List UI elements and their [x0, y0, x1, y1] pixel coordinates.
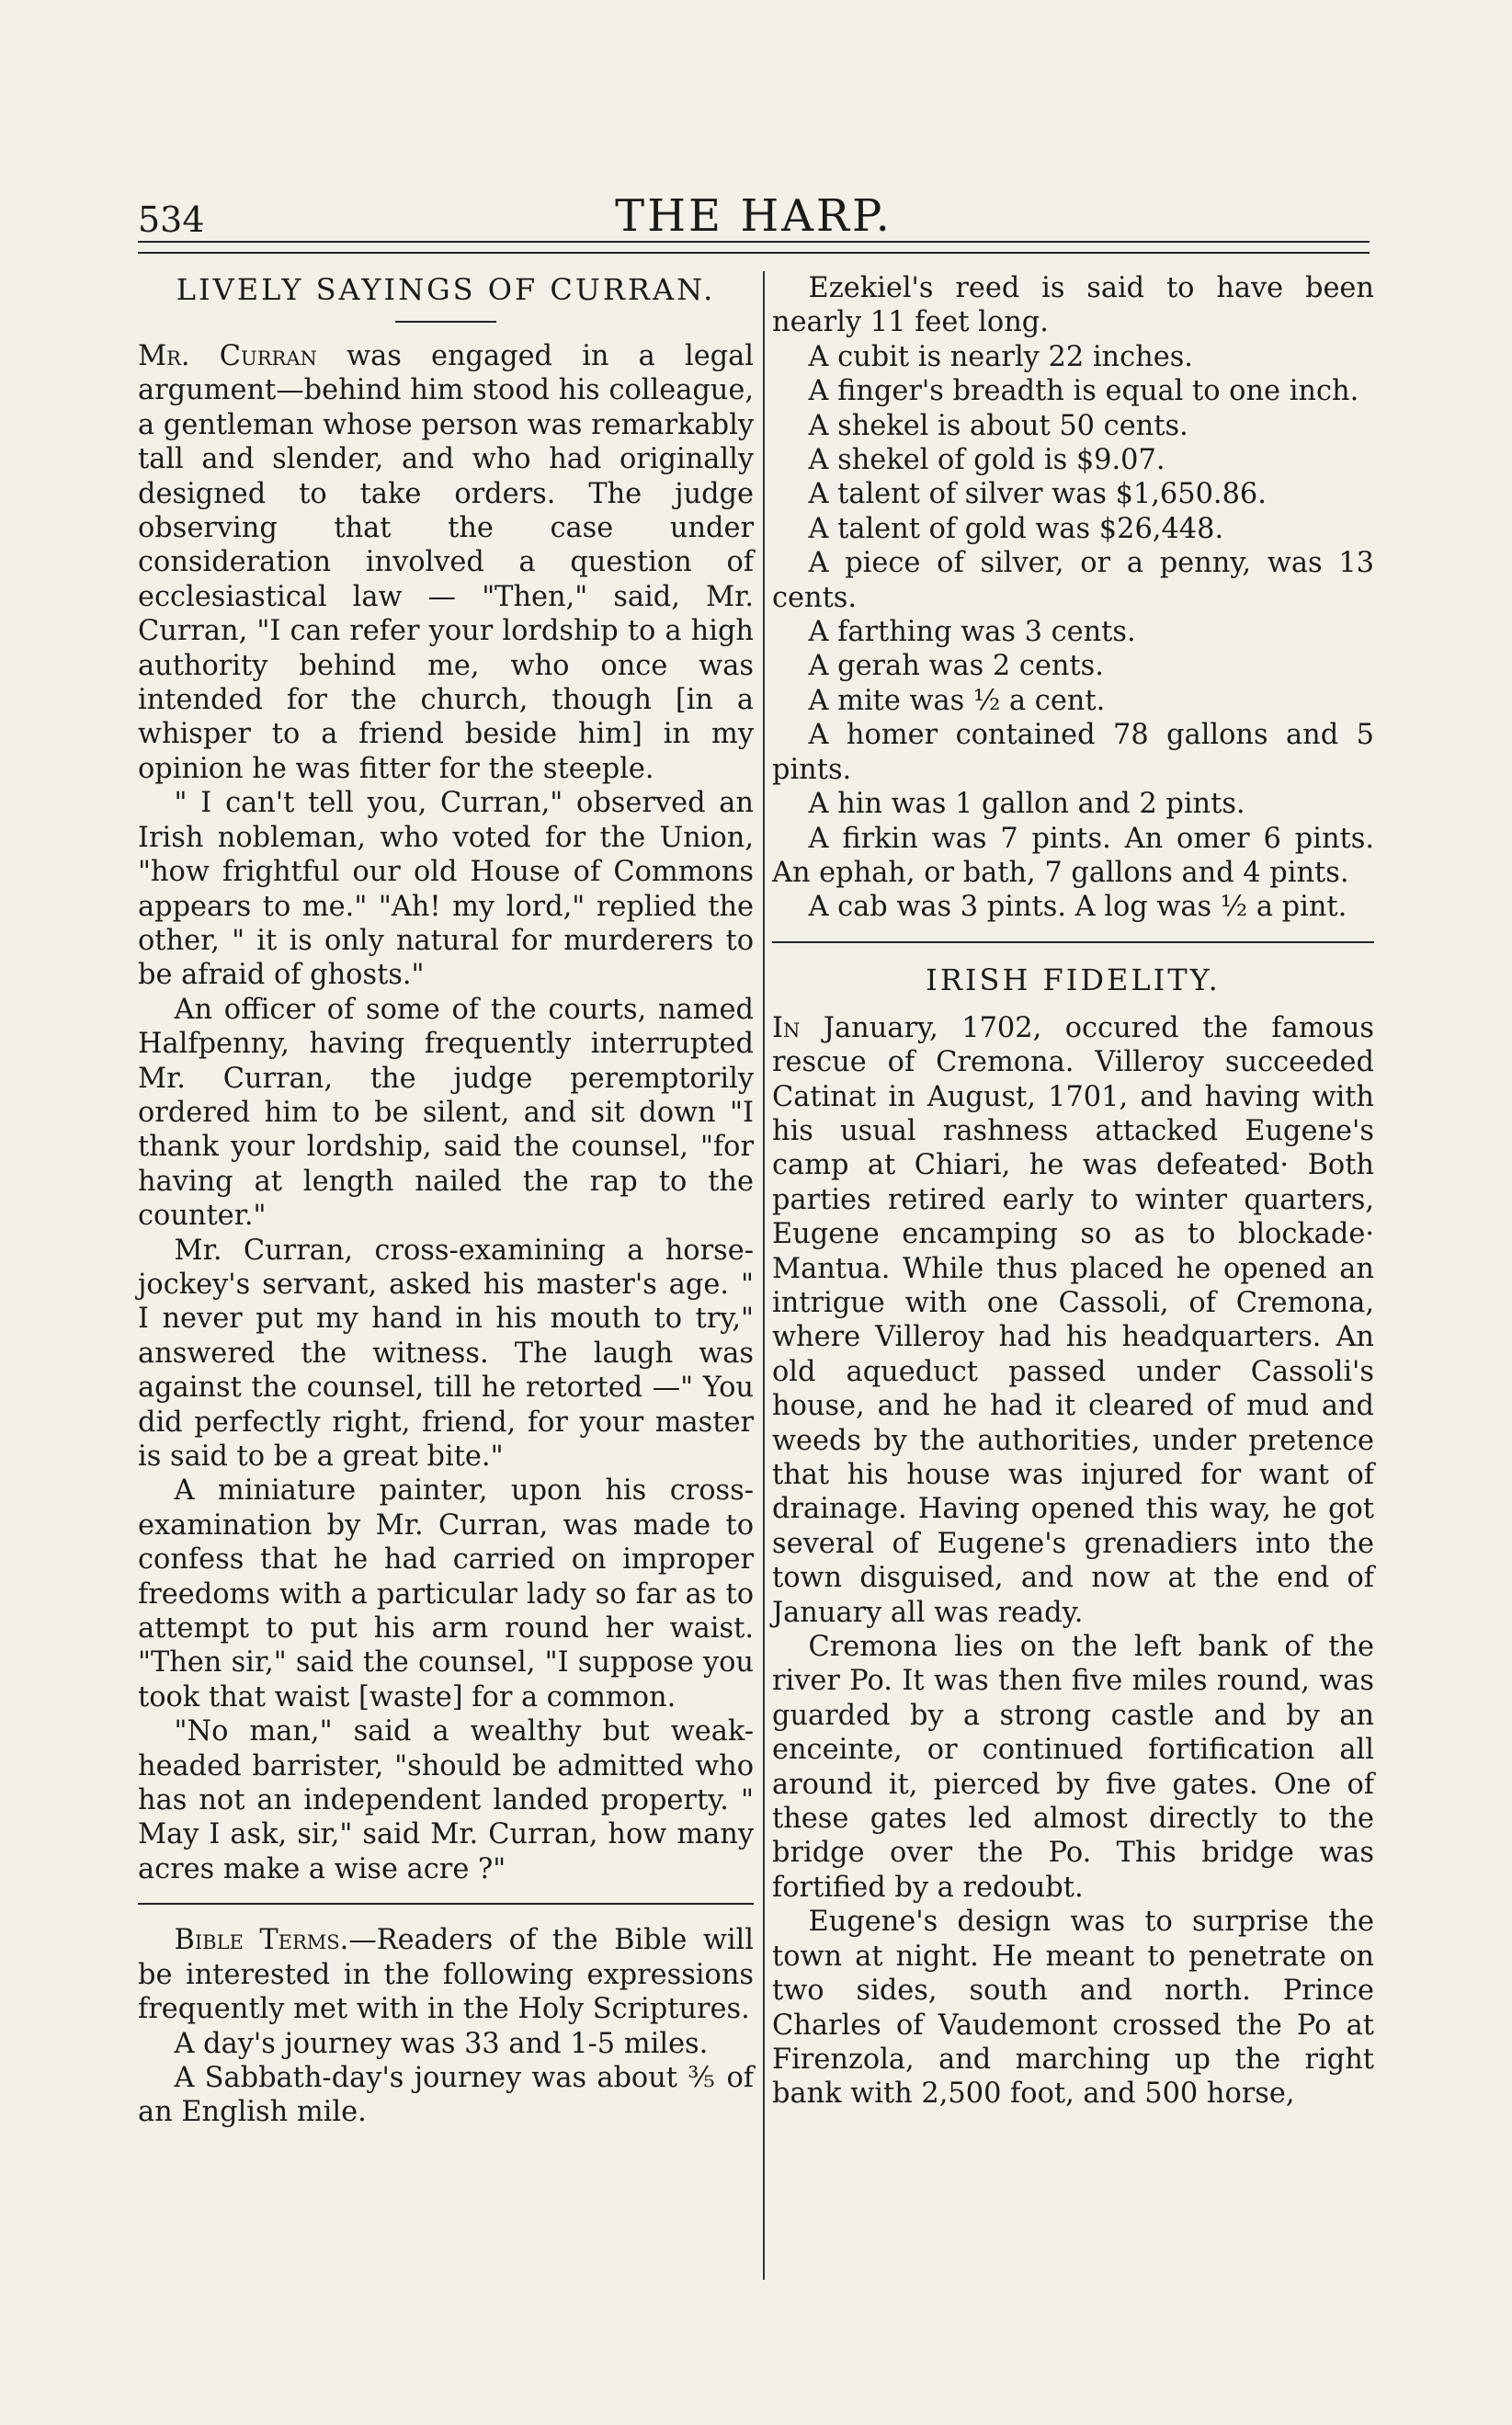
fidelity-paragraph-2: Cremona lies on the left bank of the river Po. It was then five miles round, was guarded by a strong castle and by an enceinte, or continued fortification all around it, pierced by five gates. One of these gates led almost directly to the bridge over the Po. This bridge was fortified by a redoubt.	[772, 1631, 1374, 1904]
measure-item: A gerah was 2 cents.	[808, 650, 1104, 683]
measure-item: A farthing was 3 cents.	[808, 616, 1136, 649]
measure-item: A cubit is nearly 22 inches.	[808, 340, 1193, 373]
curran-heading: LIVELY SAYINGS OF CURRAN.	[176, 272, 716, 307]
measure-item: A shekel of gold is $9.07.	[808, 444, 1165, 477]
bible-lead: Bible Terms.	[174, 1924, 349, 1957]
bible-item: A day's journey was 33 and 1-5 miles.	[174, 2027, 709, 2060]
measure-item: A mite was ½ a cent.	[808, 684, 1106, 717]
curran-paragraph-6: "No man," said a wealthy but weak-headed barrister, "should be admitted who has not an independent landed property. " May I ask, sir," said Mr. Curran, how many acres make a wise acre ?"	[138, 1715, 754, 1885]
measure-item: A talent of silver was $1,650.86.	[808, 478, 1267, 511]
measure-item: A shekel is about 50 cents.	[808, 409, 1188, 442]
header-double-rule	[138, 241, 1370, 254]
measure-item: A piece of silver, or a penny, was 13 cents.	[772, 547, 1374, 614]
section-rule	[138, 1903, 754, 1905]
heading-dash	[395, 321, 496, 323]
measure-item: A cab was 3 pints. A log was ½ a pint.	[808, 891, 1347, 924]
fidelity-paragraph-1: In January, 1702, occured the famous rescue of Cremona. Villeroy succeeded Catinat in August, 1701, and having with his usual rashness attacked Eugene's camp at Chiari, he was defeated· Both parties retired early to winter quarters, Eugene encamping so as to blockade· Mantua. While thus placed he opened an intrigue with one Cassoli, of Cremona, where Villeroy had his headquarters. An old aqueduct passed under Cassoli's house, and he had it cleared of mud and weeds by the authorities, under pretence that his house was injured for want of drainage. Having opened this way, he got several of Eugene's grenadiers into the town disguised, and now at the end of January all was ready.	[772, 1011, 1374, 1629]
curran-paragraph-3: An officer of some of the courts, named Halfpenny, having frequently interrupted Mr. Curran, the judge peremptorily ordered him to be silent, and sit down "I thank your lordship, said the counsel, "for having at length nailed the rap to the counter."	[138, 993, 754, 1233]
fidelity-lead: In	[772, 1011, 801, 1044]
fidelity-paragraph-3: Eugene's design was to surprise the town at night. He meant to penetrate on two sides, south and north. Prince Charles of Vaudemont crossed the Po at Firenzola, and marching up the right bank with 2,500 foot, and 500 horse,	[772, 1906, 1374, 2111]
section-rule	[772, 941, 1374, 943]
curran-paragraph-1: Mr. Curran was engaged in a legal argument—behind him stood his colleague, a gentleman whose person was remarkably tall and slender, and who had originally designed to take orders. The judge observing that the case under consideration involved a question of ecclesiastical law — "Then," said, Mr. Curran, "I can refer your lordship to a high authority behind me, who once was intended for the church, though [in a whisper to a friend beside him] in my opinion he was fitter for the steeple.	[138, 340, 754, 785]
curran-paragraph-2: " I can't tell you, Curran," observed an Irish nobleman, who voted for the Union, "how frightful our old House of Commons appears to me." "Ah! my lord," replied the other, " it is only natural for murderers to be afraid of ghosts."	[138, 787, 754, 992]
running-title: THE HARP.	[615, 190, 892, 242]
measure-item: Ezekiel's reed is said to have been nearly 11 feet long.	[772, 272, 1374, 339]
fidelity-heading: IRISH FIDELITY.	[926, 962, 1221, 997]
bible-intro: Bible Terms.—Readers of the Bible will be interested in the following expressions frequently met with in the Holy Scriptures.	[138, 1924, 754, 2026]
curran-paragraph-5: A miniature painter, upon his cross-examination by Mr. Curran, was made to confess that he had carried on improper freedoms with a particular lady so far as to attempt to put his arm round her waist. "Then sir," said the counsel, "I suppose you took that waist [waste] for a common.	[138, 1474, 754, 1713]
column-divider	[763, 271, 765, 2280]
curran-lead: Mr. Curran	[138, 340, 317, 372]
bible-item: A Sabbath-day's journey was about ⅗ of an English mile.	[138, 2061, 754, 2129]
measure-item: A firkin was 7 pints. An omer 6 pints. An ephah, or bath, 7 gallons and 4 pints.	[772, 822, 1374, 889]
measure-item: A talent of gold was $26,448.	[808, 512, 1224, 545]
right-column	[772, 271, 1374, 2112]
page-number: 534	[138, 199, 205, 240]
curran-paragraph-4: Mr. Curran, cross-examining a horse-jockey's servant, asked his master's age. " I never put my hand in his mouth to try," answered the witness. The laugh was against the counsel, till he retorted —" You did perfectly right, friend, for your master is said to be a great bite."	[138, 1234, 754, 1473]
measure-item: A homer contained 78 gallons and 5 pints.	[772, 719, 1374, 786]
page-header	[138, 179, 1370, 244]
measure-item: A finger's breadth is equal to one inch.	[808, 375, 1359, 408]
measure-item: A hin was 1 gallon and 2 pints.	[808, 788, 1245, 821]
left-column	[138, 271, 754, 2130]
